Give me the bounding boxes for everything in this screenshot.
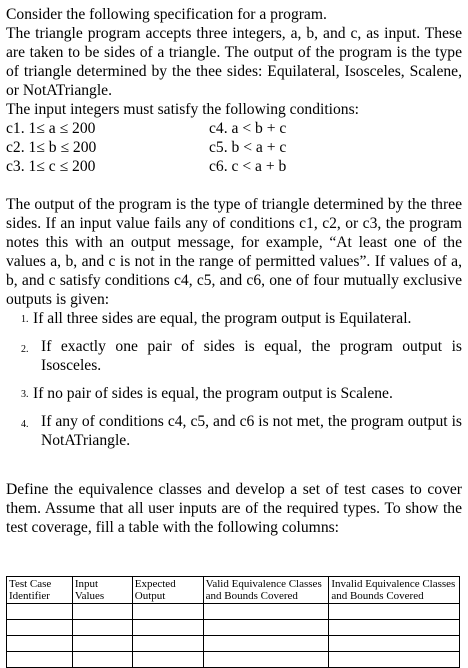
- condition-row: [6, 119, 462, 138]
- table-cell: [7, 620, 73, 636]
- output-paragraph: The output of the program is the type of triangle determined by the three sides. If an input value fails any of conditions c1, c2, or c3, the program notes this with an output message, for example, “At least one of the values a, b, and c is not in the range of permitted values”. If values of a, b, and c satisfy conditions c4, c5, and c6, one of four mutually exclusive outputs is given:: [6, 196, 462, 308]
- output-text: If exactly one pair of sides is equal, the program output is Isosceles.: [41, 338, 462, 374]
- table-cell: [203, 620, 329, 636]
- table-cell: [72, 620, 132, 636]
- table-cell: [203, 604, 329, 620]
- intro-line: Consider the following specification for a program.: [6, 6, 327, 23]
- output-text: If all three sides are equal, the program output is Equilateral.: [33, 310, 412, 327]
- condition-inequality: c6. c < a + b: [209, 158, 287, 175]
- output-item: [6, 412, 462, 450]
- output-item: [6, 309, 462, 328]
- condition-range: c2. 1≤ b ≤ 200: [6, 139, 97, 156]
- condition-inequality: c4. a < b + c: [209, 120, 287, 137]
- column-header: Input Values: [72, 577, 132, 604]
- table-row: [7, 636, 460, 652]
- task-paragraph: Define the equivalence classes and develop a set of test cases to cover them. Assume that all user inputs are of the required types. To show the test coverage, fill a table with the following columns:: [6, 481, 462, 536]
- output-item: [6, 337, 462, 375]
- output-number: 2.: [21, 344, 29, 355]
- output-number: 4.: [21, 419, 29, 430]
- output-number: 1.: [21, 314, 29, 325]
- output-text: If any of conditions c4, c5, and c6 is not met, the program output is NotATriangle.: [41, 413, 462, 449]
- conditions-list: [6, 119, 462, 176]
- outputs-list: [6, 309, 462, 450]
- table-cell: [203, 636, 329, 652]
- intro-paragraph: The triangle program accepts three integers, a, b, and c, as input. These are taken to be sides of a triangle. The output of the program is the type of triangle determined by the thee sides: Equilateral, Isosceles, Scalene, or NotATriangle.: [6, 25, 462, 99]
- output-number: 3.: [21, 389, 29, 400]
- output-item: [6, 384, 462, 403]
- table-cell: [72, 604, 132, 620]
- table-cell: [132, 636, 203, 652]
- output-text: If no pair of sides is equal, the program output is Scalene.: [33, 385, 393, 402]
- condition-inequality: c5. b < a + c: [209, 139, 287, 156]
- table-cell: [7, 636, 73, 652]
- column-header: Invalid Equivalence Classes and Bounds Covered: [329, 577, 460, 604]
- column-header: Valid Equivalence Classes and Bounds Covered: [203, 577, 329, 604]
- table-row: [7, 652, 460, 668]
- table-cell: [329, 636, 460, 652]
- table-cell: [329, 652, 460, 668]
- table-cell: [132, 604, 203, 620]
- table-cell: [329, 604, 460, 620]
- conditions-intro: The input integers must satisfy the following conditions:: [6, 101, 359, 118]
- column-header: Test Case Identifier: [7, 577, 73, 604]
- condition-range: c1. 1≤ a ≤ 200: [6, 120, 96, 137]
- table-row: [7, 620, 460, 636]
- table-cell: [132, 620, 203, 636]
- table-cell: [72, 636, 132, 652]
- table-cell: [7, 652, 73, 668]
- table-header-row: [7, 577, 460, 604]
- column-header: Expected Output: [132, 577, 203, 604]
- table-cell: [329, 620, 460, 636]
- table-row: [7, 604, 460, 620]
- condition-row: [6, 138, 462, 157]
- test-case-table: [6, 576, 460, 668]
- table-cell: [72, 652, 132, 668]
- document-page: [6, 5, 462, 537]
- table-cell: [7, 604, 73, 620]
- table-cell: [203, 652, 329, 668]
- condition-row: [6, 157, 462, 176]
- condition-range: c3. 1≤ c ≤ 200: [6, 158, 96, 175]
- table-cell: [132, 652, 203, 668]
